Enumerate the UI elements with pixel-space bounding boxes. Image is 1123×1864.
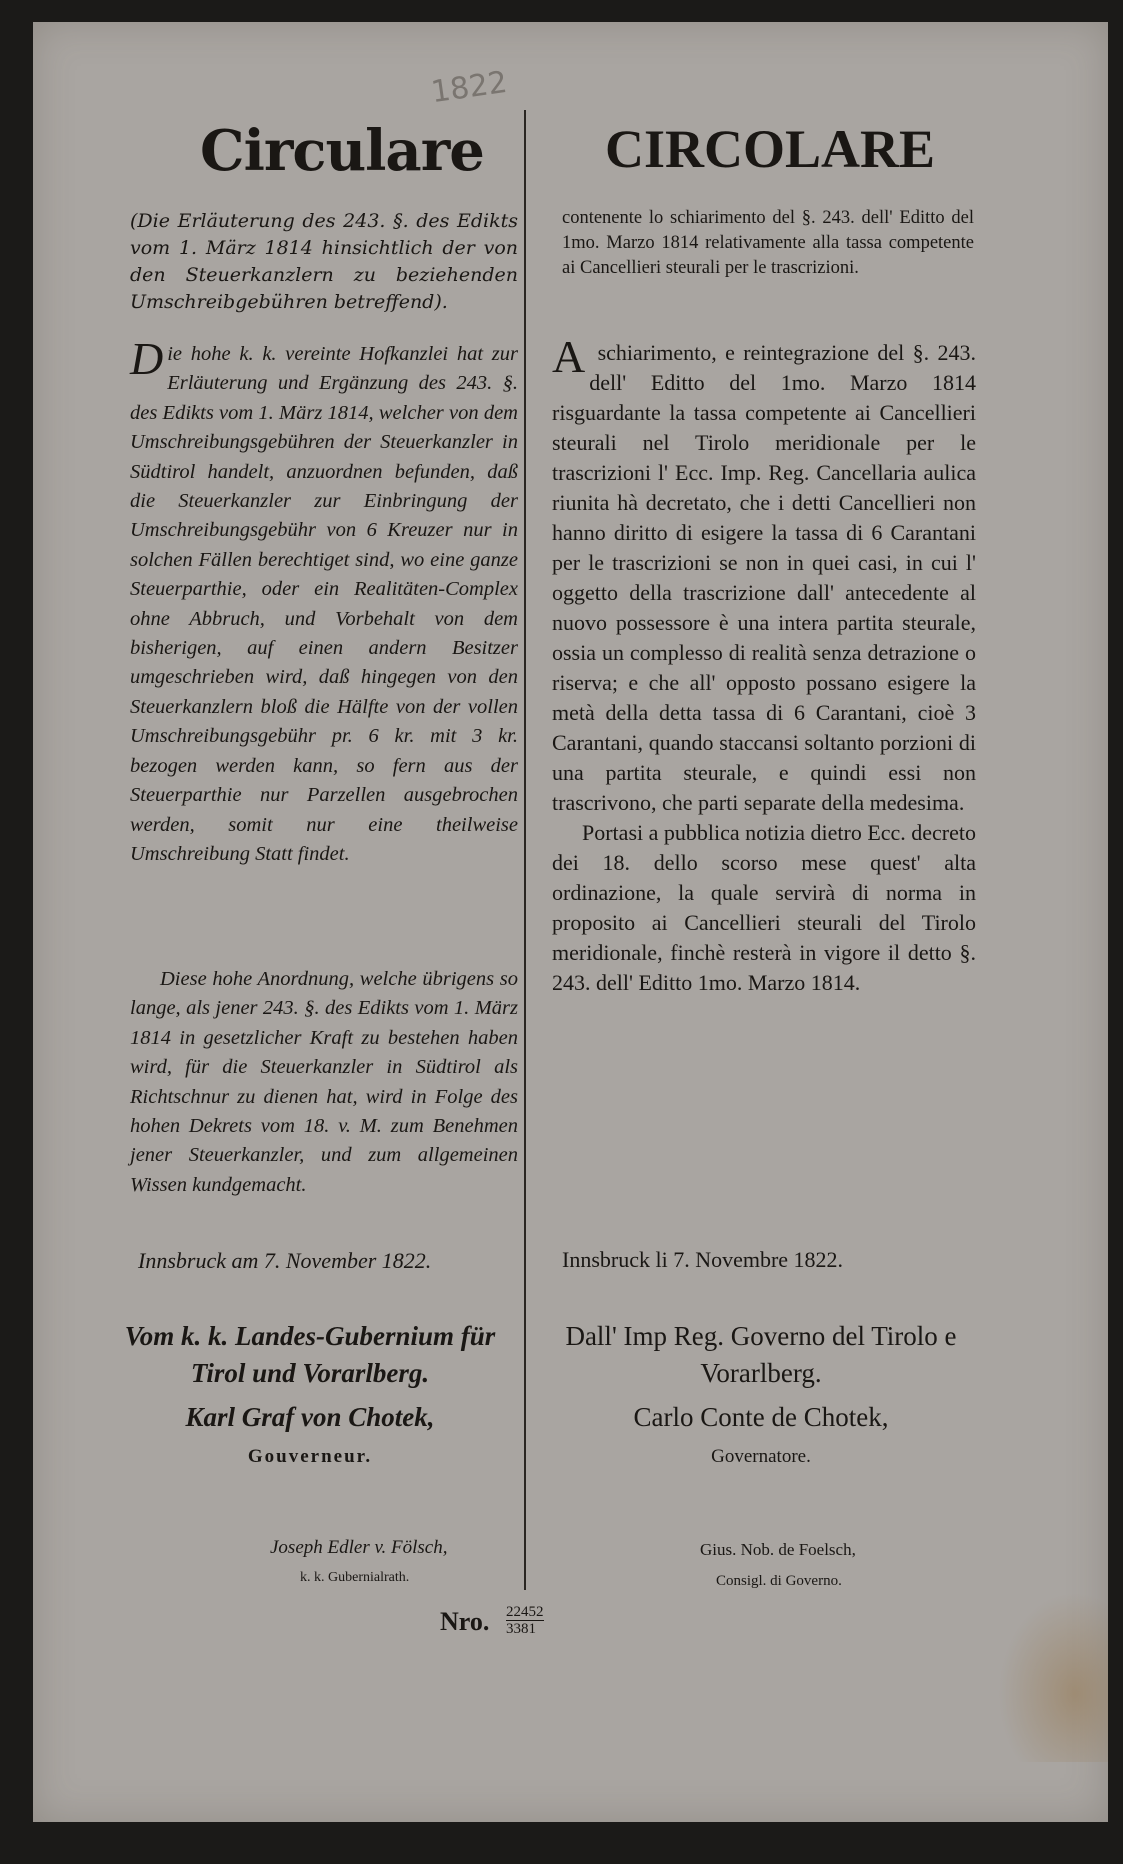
italian-countersign: Gius. Nob. de Foelsch,: [700, 1540, 856, 1559]
german-date: Innsbruck am 7. November 1822.: [138, 1248, 432, 1273]
german-subtitle: (Die Erläuterung des 243. §. des Edikts vom 1. März 1814 hinsichtlich der von den Steuerkanzlern zu beziehenden Umschreibgebühren betreffend).: [130, 210, 518, 313]
column-divider: [524, 110, 526, 1590]
italian-title: CIRCOLARE: [604, 119, 936, 179]
german-body: [130, 333, 518, 869]
number-value-bottom: 3381: [506, 1621, 536, 1637]
german-paragraph2: Diese hohe Anordnung, welche übrigens so lange, als jener 243. §. des Edikts vom 1. März 1814 in gesetzlicher Kraft zu bestehen haben wird, für die Steuerkanzler in Südtirol als Richtschnur zu dienen hat, wird in Folge des hohen Dekrets vom 18. v. M. zum Benehmen jener Steuerkanzler, und zum allgemeinen Wissen kundgemacht.: [130, 968, 518, 1196]
italian-body-text: schiarimento, e reintegrazione del §. 243. dell' Editto del 1mo. Marzo 1814 risguardante la tassa competente ai Cancellieri steurali nel Tirolo meridionale per le trascrizioni l' Ecc. Imp. Reg. Cancellaria aulica riunita hà decretato, che i detti Cancellieri non hanno diritto di esigere la tassa di 6 Carantani per le trascrizioni se non in quei casi, in cui l' oggetto della trascrizione dall' antecedente al nuovo possessore è una intera partita steurale, ossia un complesso di realità senza detrazione o riserva; e che all' opposto possano esigere la metà della detta tassa di 6 Carantani, cioè 3 Carantani, quando staccansi soltanto porzioni di una partita steurale, e quindi essi non trascrivono, che parti separate della medesima.: [552, 340, 977, 815]
pencil-marginalia: 1822: [428, 64, 510, 111]
german-countersign-role: k. k. Gubernialrath.: [300, 1570, 410, 1585]
italian-dropcap: A: [552, 331, 586, 382]
italian-authority: Dall' Imp Reg. Governo del Tirolo e Vorarlberg.: [565, 1321, 957, 1388]
italian-subtitle: contenente lo schiarimento del §. 243. dell' Editto del 1mo. Marzo 1814 relativamente alla tassa competente ai Cancellieri steurali per le trascrizioni.: [562, 208, 974, 278]
german-body-text: ie hohe k. k. vereinte Hofkanzlei hat zur Erläuterung und Ergänzung des 243. §. des Edikts vom 1. März 1814, welcher von dem Umschreibungsgebühren der Steuerkanzler in Südtirol handelt, anzuordnen befunden, daß die Steuerkanzler zur Einbringung der Umschreibungsgebühr von 6 Kreuzer nur in solchen Fällen berechtiget sind, wo eine ganze Steuerparthie, oder ein Realitäten-Complex ohne Abbruch, und Vorbehalt von dem bisherigen, auf einen andern Besitzer umgeschrieben wird, daß hingegen von den Steuerkanzlern bloß die Hälfte von der vollen Umschreibungsgebühr pr. 6 kr. mit 3 kr. bezogen werden kann, so fern aus der Steuerparthie nur Parzellen ausgebrochen werden, somit nur eine theilweise Umschreibung Statt findet.: [130, 343, 518, 865]
german-dropcap: D: [130, 333, 164, 384]
italian-paragraph2: Portasi a pubblica notizia dietro Ecc. decreto dei 18. dello scorso mese quest' alta ordinazione, la quale servirà di norma in proposito ai Cancellieri steurali del Tirolo meridionale, finchè resterà in vigore il detto §. 243. dell' Editto 1mo. Marzo 1814.: [552, 820, 977, 995]
german-authority: Vom k. k. Landes-Gubernium für Tirol und Vorarlberg.: [124, 1321, 496, 1388]
german-countersign: Joseph Edler v. Fölsch,: [270, 1537, 448, 1558]
italian-date: Innsbruck li 7. Novembre 1822.: [562, 1247, 844, 1272]
number-value-top: 22452: [506, 1604, 544, 1620]
german-signatory: Karl Graf von Chotek,: [185, 1402, 435, 1432]
italian-countersign-role: Consigl. di Governo.: [716, 1573, 842, 1589]
number-value: [506, 1604, 544, 1637]
italian-body: [552, 331, 977, 998]
german-role: Gouverneur.: [247, 1446, 373, 1467]
number-label: Nro.: [440, 1607, 490, 1636]
german-title: Circulare: [200, 118, 484, 184]
italian-role: Governatore.: [711, 1446, 811, 1467]
italian-signatory: Carlo Conte de Chotek,: [633, 1402, 889, 1432]
paper-stain: [998, 1592, 1108, 1762]
